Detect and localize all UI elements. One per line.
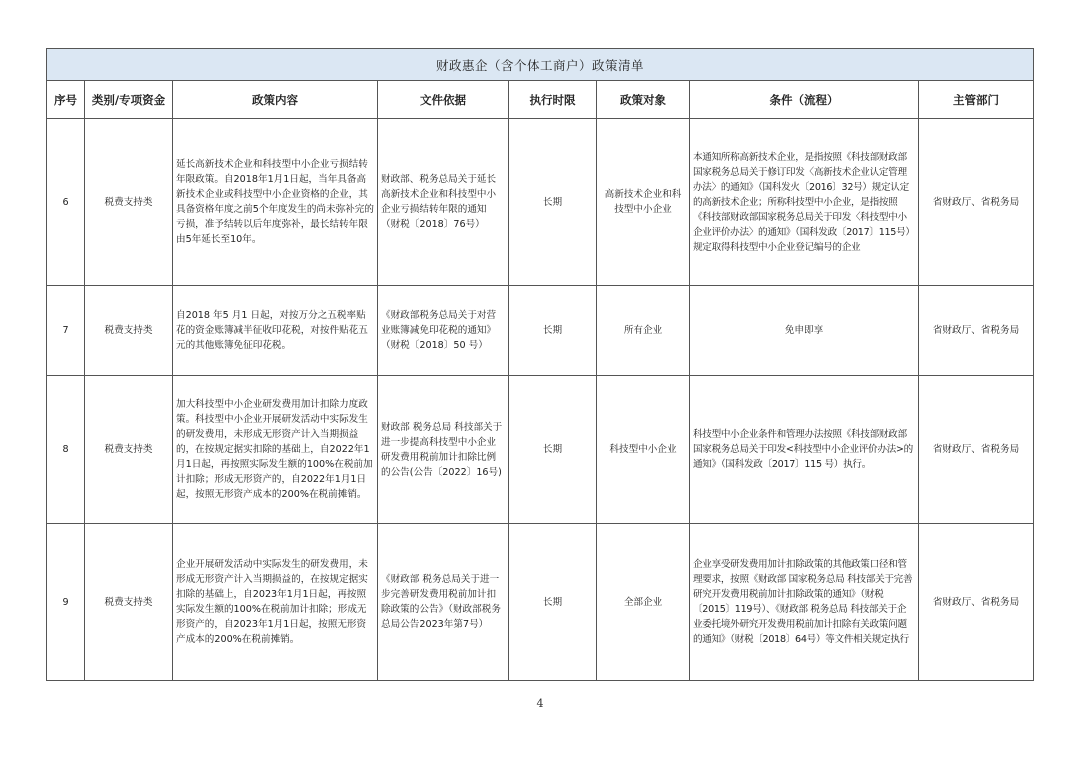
cell-category: 税费支持类 <box>85 119 173 286</box>
cell-basis: 《财政部税务总局关于对营业账簿减免印花税的通知》（财税〔2018〕50 号） <box>378 286 509 376</box>
cell-category: 税费支持类 <box>85 524 173 681</box>
header-basis: 文件依据 <box>378 81 509 119</box>
cell-target: 全部企业 <box>597 524 690 681</box>
cell-basis: 财政部、税务总局关于延长高新技术企业和科技型中小企业亏损结转年限的通知（财税〔2018〕76号） <box>378 119 509 286</box>
cell-content: 企业开展研发活动中实际发生的研发费用，未形成无形资产计入当期损益的，在按规定据实扣除的基础上，自2023年1月1日起，再按照实际发生额的100%在税前加计扣除；形成无形资产的，自2023年1月1日起，按照无形资产成本的200%在税前摊销。 <box>173 524 378 681</box>
table-row <box>47 286 1034 376</box>
cell-period: 长期 <box>509 376 597 524</box>
header-row <box>47 81 1034 119</box>
cell-department: 省财政厅、省税务局 <box>919 119 1034 286</box>
page-number: 4 <box>536 697 544 710</box>
cell-period: 长期 <box>509 119 597 286</box>
cell-department: 省财政厅、省税务局 <box>919 376 1034 524</box>
cell-category: 税费支持类 <box>85 376 173 524</box>
cell-condition: 科技型中小企业条件和管理办法按照《科技部财政部国家税务总局关于印发<科技型中小企业评价办法>的通知》（国科发政〔2017〕115 号）执行。 <box>690 376 919 524</box>
policy-table <box>46 48 1034 681</box>
header-category: 类别/专项资金 <box>85 81 173 119</box>
cell-period: 长期 <box>509 524 597 681</box>
cell-basis: 财政部 税务总局 科技部关于进一步提高科技型中小企业研发费用税前加计扣除比例的公告(公告〔2022〕16号) <box>378 376 509 524</box>
header-content: 政策内容 <box>173 81 378 119</box>
cell-index: 7 <box>47 286 85 376</box>
cell-content: 自2018 年5 月1 日起，对按万分之五税率贴花的资金账簿减半征收印花税，对按件贴花五元的其他账簿免征印花税。 <box>173 286 378 376</box>
header-target: 政策对象 <box>597 81 690 119</box>
cell-category: 税费支持类 <box>85 286 173 376</box>
cell-period: 长期 <box>509 286 597 376</box>
cell-content: 延长高新技术企业和科技型中小企业亏损结转年限政策。自2018年1月1日起，当年具备高新技术企业或科技型中小企业资格的企业，其具备资格年度之前5个年度发生的尚未弥补完的亏损，准予结转以后年度弥补，最长结转年限由5年延长至10年。 <box>173 119 378 286</box>
header-index: 序号 <box>47 81 85 119</box>
cell-index: 6 <box>47 119 85 286</box>
header-period: 执行时限 <box>509 81 597 119</box>
table-row <box>47 376 1034 524</box>
table-row <box>47 524 1034 681</box>
cell-basis: 《财政部 税务总局关于进一步完善研发费用税前加计扣除政策的公告》（财政部税务总局公告2023年第7号） <box>378 524 509 681</box>
cell-target: 科技型中小企业 <box>597 376 690 524</box>
table-title: 财政惠企（含个体工商户）政策清单 <box>47 49 1034 81</box>
cell-target: 高新技术企业和科技型中小企业 <box>597 119 690 286</box>
cell-index: 8 <box>47 376 85 524</box>
cell-condition: 本通知所称高新技术企业，是指按照《科技部财政部国家税务总局关于修订印发〈高新技术企业认定管理办法〉的通知》（国科发火〔2016〕32号）规定认定的高新技术企业；所称科技型中小企业，是指按照《科技部财政部国家税务总局关于印发〈科技型中小企业评价办法〉的通知》（国科发政〔2017〕115号）规定取得科技型中小企业登记编号的企业 <box>690 119 919 286</box>
cell-condition: 免申即享 <box>690 286 919 376</box>
table-row <box>47 119 1034 286</box>
cell-department: 省财政厅、省税务局 <box>919 524 1034 681</box>
header-department: 主管部门 <box>919 81 1034 119</box>
cell-content: 加大科技型中小企业研发费用加计扣除力度政策。科技型中小企业开展研发活动中实际发生的研发费用，未形成无形资产计入当期损益的，在按规定据实扣除的基础上，自2022年1月1日起，再按照实际发生额的100%在税前加计扣除；形成无形资产的，自2022年1月1日起，按照无形资产成本的200%在税前摊销。 <box>173 376 378 524</box>
header-condition: 条件（流程） <box>690 81 919 119</box>
cell-department: 省财政厅、省税务局 <box>919 286 1034 376</box>
cell-index: 9 <box>47 524 85 681</box>
cell-target: 所有企业 <box>597 286 690 376</box>
cell-condition: 企业享受研发费用加计扣除政策的其他政策口径和管理要求，按照《财政部 国家税务总局 科技部关于完善研究开发费用税前加计扣除政策的通知》（财税〔2015〕119号）、《财政部 税务总局 科技部关于企业委托境外研究开发费用税前加计扣除有关政策问题的通知》（财税〔2018〕64号）等文件相关规定执行 <box>690 524 919 681</box>
